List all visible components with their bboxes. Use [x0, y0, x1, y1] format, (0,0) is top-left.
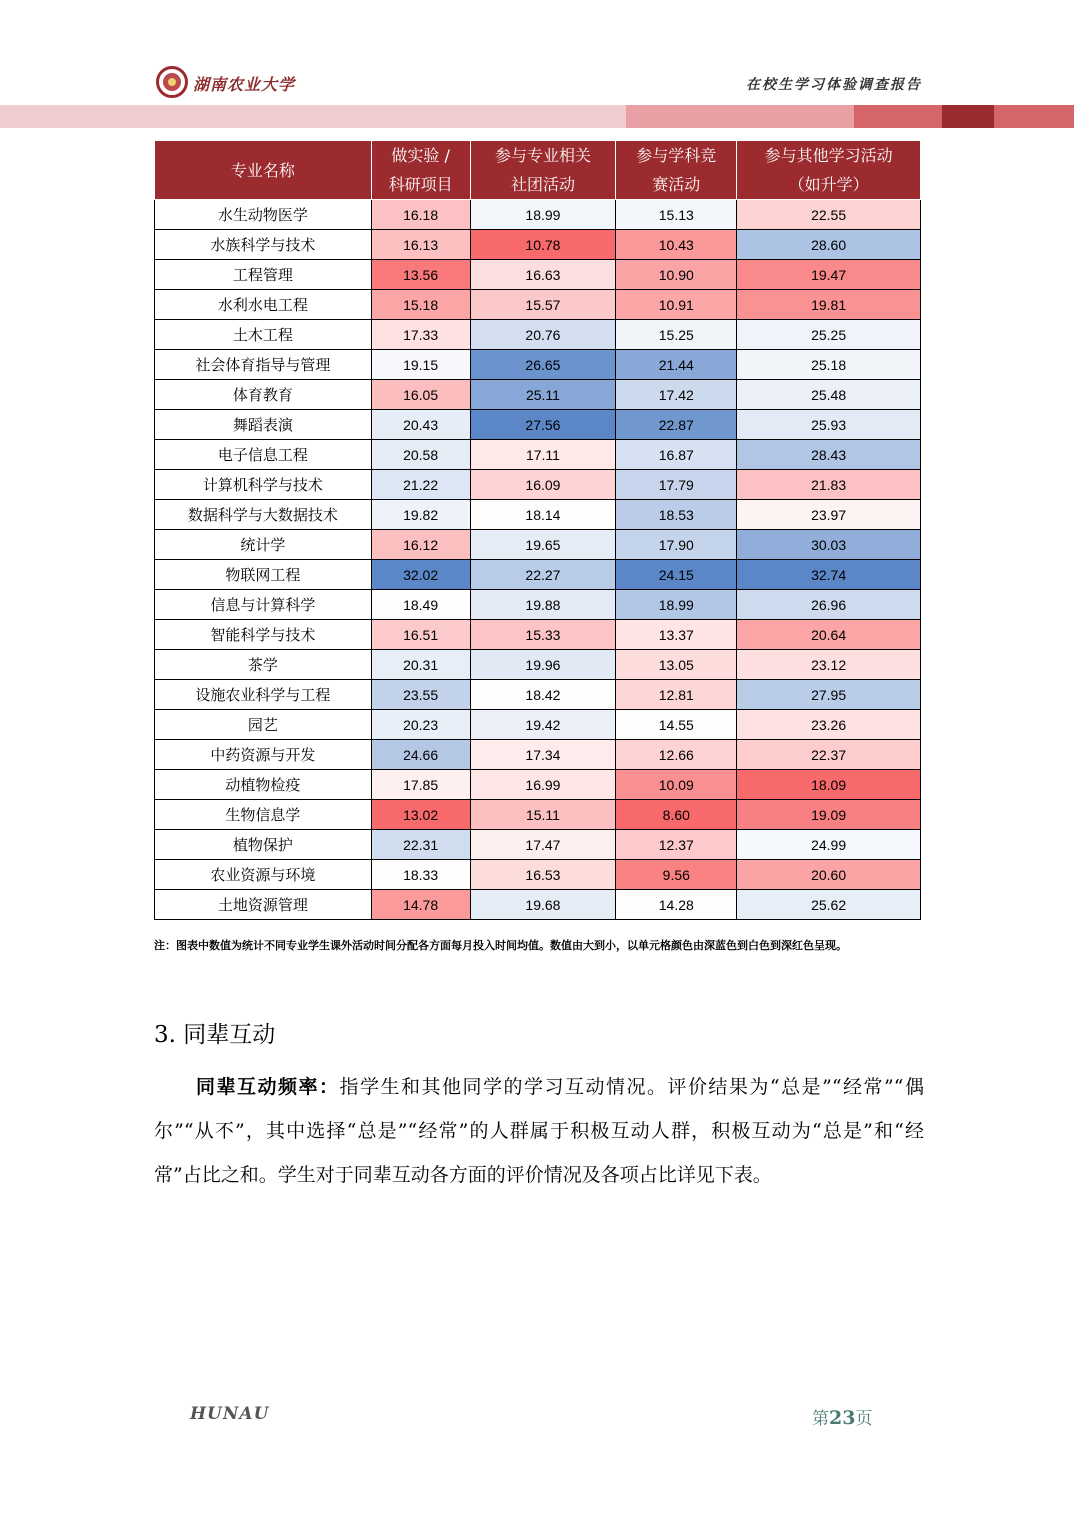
footer-logo: HUNAU: [190, 1404, 270, 1424]
value-cell: 26.96: [737, 590, 921, 620]
value-cell: 30.03: [737, 530, 921, 560]
table-row: [155, 620, 921, 650]
value-cell: 20.64: [737, 620, 921, 650]
table-row: [155, 800, 921, 830]
paragraph-text: 指学生和其他同学的学习互动情况。评价结果为“总是”“经常”“偶尔”“从不”，其中选择“总是”“经常”的人群属于积极互动人群，积极互动为“总是”和“经常”占比之和。学生对于同辈互动各方面的评价情况及各项占比详见下表。: [154, 1076, 924, 1186]
major-name: 农业资源与环境: [155, 860, 372, 890]
value-cell: 16.05: [371, 380, 470, 410]
value-cell: 19.88: [470, 590, 616, 620]
column-header-2: 参与专业相关 社团活动: [470, 141, 616, 200]
table-row: [155, 200, 921, 230]
value-cell: 15.57: [470, 290, 616, 320]
major-name: 智能科学与技术: [155, 620, 372, 650]
value-cell: 25.48: [737, 380, 921, 410]
major-name: 水族科学与技术: [155, 230, 372, 260]
value-cell: 18.33: [371, 860, 470, 890]
value-cell: 22.55: [737, 200, 921, 230]
table-row: [155, 290, 921, 320]
value-cell: 22.31: [371, 830, 470, 860]
major-name: 统计学: [155, 530, 372, 560]
major-name: 植物保护: [155, 830, 372, 860]
table-row: [155, 410, 921, 440]
major-name: 计算机科学与技术: [155, 470, 372, 500]
table-row: [155, 590, 921, 620]
major-name: 体育教育: [155, 380, 372, 410]
value-cell: 18.49: [371, 590, 470, 620]
major-name: 物联网工程: [155, 560, 372, 590]
major-name: 中药资源与开发: [155, 740, 372, 770]
value-cell: 23.26: [737, 710, 921, 740]
value-cell: 15.33: [470, 620, 616, 650]
column-header-4: 参与其他学习活动 （如升学）: [737, 141, 921, 200]
value-cell: 24.99: [737, 830, 921, 860]
value-cell: 9.56: [616, 860, 737, 890]
value-cell: 15.13: [616, 200, 737, 230]
value-cell: 18.99: [616, 590, 737, 620]
value-cell: 22.87: [616, 410, 737, 440]
value-cell: 23.97: [737, 500, 921, 530]
value-cell: 32.02: [371, 560, 470, 590]
value-cell: 16.13: [371, 230, 470, 260]
value-cell: 10.78: [470, 230, 616, 260]
table-row: [155, 500, 921, 530]
value-cell: 15.25: [616, 320, 737, 350]
value-cell: 10.90: [616, 260, 737, 290]
major-name: 动植物检疫: [155, 770, 372, 800]
report-title: 在校生学习体验调查报告: [746, 77, 922, 93]
major-name: 生物信息学: [155, 800, 372, 830]
value-cell: 20.58: [371, 440, 470, 470]
value-cell: 18.14: [470, 500, 616, 530]
value-cell: 22.27: [470, 560, 616, 590]
value-cell: 10.09: [616, 770, 737, 800]
value-cell: 22.37: [737, 740, 921, 770]
value-cell: 23.12: [737, 650, 921, 680]
value-cell: 21.83: [737, 470, 921, 500]
value-cell: 18.99: [470, 200, 616, 230]
value-cell: 20.76: [470, 320, 616, 350]
value-cell: 17.33: [371, 320, 470, 350]
page-number: 第23页: [812, 1407, 873, 1429]
table-row: [155, 380, 921, 410]
value-cell: 13.02: [371, 800, 470, 830]
major-name: 舞蹈表演: [155, 410, 372, 440]
value-cell: 23.55: [371, 680, 470, 710]
value-cell: 20.23: [371, 710, 470, 740]
table-note: 注：图表中数值为统计不同专业学生课外活动时间分配各方面每月投入时间均值。数值由大到小，以单元格颜色由深蓝色到白色到深红色呈现。: [154, 939, 847, 952]
table-row: [155, 740, 921, 770]
value-cell: 16.12: [371, 530, 470, 560]
major-name: 数据科学与大数据技术: [155, 500, 372, 530]
major-name: 土地资源管理: [155, 890, 372, 920]
value-cell: 19.82: [371, 500, 470, 530]
header-band: [0, 105, 1074, 128]
value-cell: 17.47: [470, 830, 616, 860]
major-name: 电子信息工程: [155, 440, 372, 470]
value-cell: 17.42: [616, 380, 737, 410]
value-cell: 24.15: [616, 560, 737, 590]
value-cell: 20.60: [737, 860, 921, 890]
value-cell: 19.96: [470, 650, 616, 680]
value-cell: 19.42: [470, 710, 616, 740]
table-row: [155, 680, 921, 710]
value-cell: 16.63: [470, 260, 616, 290]
value-cell: 32.74: [737, 560, 921, 590]
table-row: [155, 530, 921, 560]
value-cell: 26.65: [470, 350, 616, 380]
value-cell: 16.87: [616, 440, 737, 470]
value-cell: 25.62: [737, 890, 921, 920]
value-cell: 18.53: [616, 500, 737, 530]
value-cell: 25.25: [737, 320, 921, 350]
value-cell: 19.47: [737, 260, 921, 290]
value-cell: 19.15: [371, 350, 470, 380]
value-cell: 14.28: [616, 890, 737, 920]
value-cell: 8.60: [616, 800, 737, 830]
table-row: [155, 860, 921, 890]
value-cell: 25.11: [470, 380, 616, 410]
value-cell: 24.66: [371, 740, 470, 770]
value-cell: 18.09: [737, 770, 921, 800]
value-cell: 17.90: [616, 530, 737, 560]
major-name: 水利水电工程: [155, 290, 372, 320]
university-name: 湖南农业大学: [193, 75, 296, 94]
table-row: [155, 830, 921, 860]
value-cell: 16.18: [371, 200, 470, 230]
value-cell: 21.22: [371, 470, 470, 500]
table-row: [155, 710, 921, 740]
value-cell: 16.09: [470, 470, 616, 500]
value-cell: 27.95: [737, 680, 921, 710]
value-cell: 17.11: [470, 440, 616, 470]
table-row: [155, 320, 921, 350]
table-row: [155, 470, 921, 500]
value-cell: 17.34: [470, 740, 616, 770]
major-name: 水生动物医学: [155, 200, 372, 230]
value-cell: 18.42: [470, 680, 616, 710]
paragraph-lead: 同辈互动频率：: [196, 1076, 340, 1098]
value-cell: 19.68: [470, 890, 616, 920]
value-cell: 20.43: [371, 410, 470, 440]
value-cell: 16.99: [470, 770, 616, 800]
value-cell: 13.56: [371, 260, 470, 290]
section-title: 3. 同辈互动: [154, 1022, 276, 1048]
table-row: [155, 650, 921, 680]
value-cell: 16.53: [470, 860, 616, 890]
major-name: 设施农业科学与工程: [155, 680, 372, 710]
body-paragraph: [154, 1065, 924, 1197]
major-name: 园艺: [155, 710, 372, 740]
table-row: [155, 440, 921, 470]
value-cell: 17.79: [616, 470, 737, 500]
value-cell: 14.78: [371, 890, 470, 920]
value-cell: 21.44: [616, 350, 737, 380]
value-cell: 19.65: [470, 530, 616, 560]
major-name: 土木工程: [155, 320, 372, 350]
value-cell: 19.09: [737, 800, 921, 830]
value-cell: 12.81: [616, 680, 737, 710]
table-row: [155, 350, 921, 380]
major-name: 工程管理: [155, 260, 372, 290]
value-cell: 13.37: [616, 620, 737, 650]
value-cell: 15.18: [371, 290, 470, 320]
value-cell: 12.66: [616, 740, 737, 770]
university-logo: [156, 66, 188, 98]
value-cell: 20.31: [371, 650, 470, 680]
major-name: 茶学: [155, 650, 372, 680]
value-cell: 27.56: [470, 410, 616, 440]
major-name: 社会体育指导与管理: [155, 350, 372, 380]
table-row: [155, 890, 921, 920]
value-cell: 25.93: [737, 410, 921, 440]
value-cell: 28.60: [737, 230, 921, 260]
table-row: [155, 230, 921, 260]
value-cell: 10.43: [616, 230, 737, 260]
value-cell: 10.91: [616, 290, 737, 320]
table-row: [155, 260, 921, 290]
value-cell: 19.81: [737, 290, 921, 320]
value-cell: 25.18: [737, 350, 921, 380]
value-cell: 12.37: [616, 830, 737, 860]
column-header-0: 专业名称: [155, 141, 372, 200]
value-cell: 14.55: [616, 710, 737, 740]
column-header-3: 参与学科竞 赛活动: [616, 141, 737, 200]
activity-time-table: [154, 140, 921, 920]
value-cell: 13.05: [616, 650, 737, 680]
value-cell: 16.51: [371, 620, 470, 650]
value-cell: 17.85: [371, 770, 470, 800]
column-header-1: 做实验 / 科研项目: [371, 141, 470, 200]
table-row: [155, 770, 921, 800]
table-row: [155, 560, 921, 590]
value-cell: 15.11: [470, 800, 616, 830]
major-name: 信息与计算科学: [155, 590, 372, 620]
value-cell: 28.43: [737, 440, 921, 470]
